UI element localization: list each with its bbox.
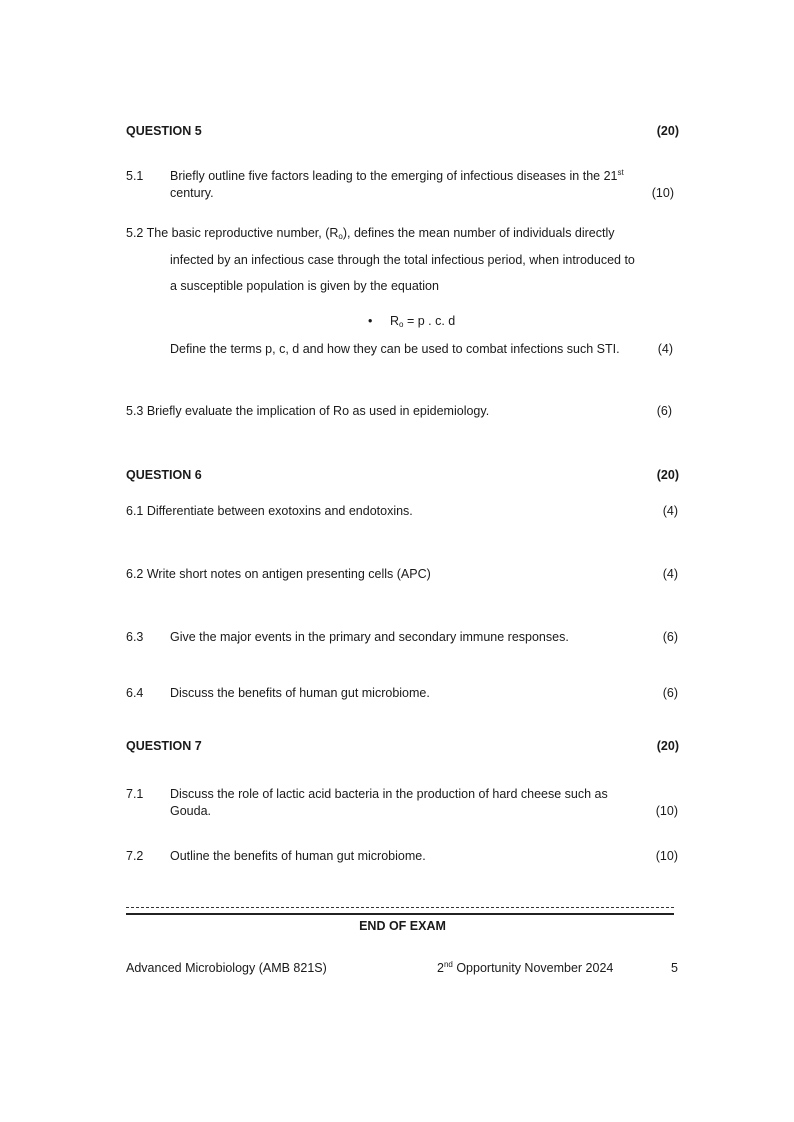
question-7-title: QUESTION 7 bbox=[126, 739, 202, 753]
text: 5.2 The basic reproductive number, (R bbox=[126, 226, 339, 240]
q6-3-marks: (6) bbox=[662, 630, 678, 644]
q5-1-text bbox=[170, 168, 624, 184]
question-6-title: QUESTION 6 bbox=[126, 468, 202, 482]
q5-1-number: 5.1 bbox=[126, 169, 144, 183]
q6-4-text: Discuss the benefits of human gut microbiome. bbox=[170, 686, 430, 700]
q6-3-text: Give the major events in the primary and secondary immune responses. bbox=[170, 630, 569, 644]
subscript: o bbox=[338, 232, 343, 241]
footer-course: Advanced Microbiology (AMB 821S) bbox=[126, 961, 327, 975]
footer-opportunity bbox=[437, 960, 613, 976]
page-number: 5 bbox=[671, 961, 678, 975]
q6-4-marks: (6) bbox=[662, 686, 678, 700]
q5-3-text: 5.3 Briefly evaluate the implication of Ro as used in epidemiology. bbox=[126, 404, 490, 418]
text: R bbox=[390, 314, 400, 328]
question-7-marks: (20) bbox=[656, 739, 679, 753]
text: Opportunity November 2024 bbox=[452, 961, 614, 975]
q6-4-number: 6.4 bbox=[126, 686, 144, 700]
q5-2-line1 bbox=[126, 225, 615, 241]
q6-2-text: 6.2 Write short notes on antigen presenting cells (APC) bbox=[126, 567, 431, 581]
solid-divider bbox=[126, 913, 674, 915]
q5-1-line1: Briefly outline five factors leading to the emerging of infectious diseases in the 21 bbox=[170, 169, 618, 183]
q6-1-marks: (4) bbox=[662, 504, 678, 518]
text: = p . c. d bbox=[403, 314, 456, 328]
question-5-marks: (20) bbox=[656, 124, 679, 138]
q7-2-marks: (10) bbox=[655, 849, 678, 863]
q6-3-number: 6.3 bbox=[126, 630, 144, 644]
q5-1-text-line2: century. bbox=[170, 186, 214, 200]
end-of-exam: END OF EXAM bbox=[359, 919, 446, 933]
text: ), defines the mean number of individuals directly bbox=[342, 226, 615, 240]
question-6-marks: (20) bbox=[656, 468, 679, 482]
q5-2-line2: infected by an infectious case through the total infectious period, when introduced to bbox=[170, 253, 635, 267]
text: 2 bbox=[437, 961, 444, 975]
dashed-divider bbox=[126, 907, 674, 908]
superscript: st bbox=[617, 168, 624, 177]
q5-1-marks: (10) bbox=[651, 186, 674, 200]
q7-1-line1: Discuss the role of lactic acid bacteria in the production of hard cheese such as bbox=[170, 787, 608, 801]
question-5-title: QUESTION 5 bbox=[126, 124, 202, 138]
q7-2-number: 7.2 bbox=[126, 849, 144, 863]
q7-1-marks: (10) bbox=[655, 804, 678, 818]
q6-1-text: 6.1 Differentiate between exotoxins and endotoxins. bbox=[126, 504, 413, 518]
bullet-icon: • bbox=[368, 314, 373, 328]
q6-2-marks: (4) bbox=[662, 567, 678, 581]
q7-1-line2: Gouda. bbox=[170, 804, 212, 818]
q5-3-marks: (6) bbox=[656, 404, 672, 418]
superscript: nd bbox=[443, 960, 453, 969]
q5-2-line4: Define the terms p, c, d and how they can be used to combat infections such STI. bbox=[170, 342, 620, 356]
q7-1-number: 7.1 bbox=[126, 787, 144, 801]
q5-2-marks: (4) bbox=[657, 342, 673, 356]
equation bbox=[390, 313, 455, 329]
q7-2-text: Outline the benefits of human gut microbiome. bbox=[170, 849, 426, 863]
q5-2-line3: a susceptible population is given by the equation bbox=[170, 279, 439, 293]
subscript: o bbox=[399, 320, 404, 329]
